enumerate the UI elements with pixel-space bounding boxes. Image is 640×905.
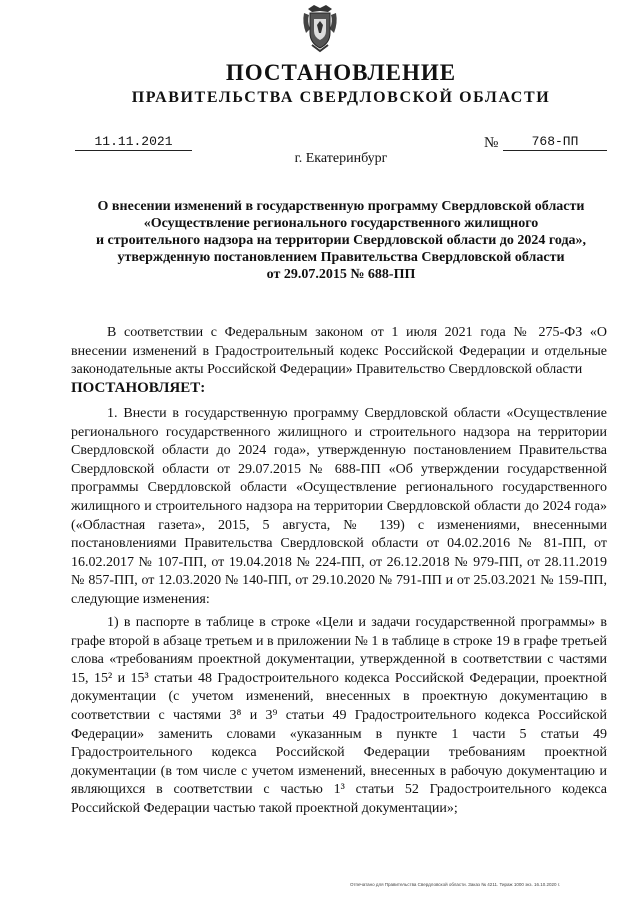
document-subtitle: ПРАВИТЕЛЬСТВА СВЕРДЛОВСКОЙ ОБЛАСТИ — [131, 89, 551, 106]
number-sign: № — [484, 135, 499, 151]
print-footer: Отпечатано для Правительства Свердловской области. Заказ № 4211. Тираж 1000 экз. 16.10.2020 г. — [350, 882, 561, 887]
heading-line: от 29.07.2015 № 688-ПП — [266, 267, 416, 282]
heading-line: О внесении изменений в государственную программу Свердловской области — [97, 199, 585, 214]
body-paragraph-2: 1. Внести в государственную программу Свердловской области «Осуществление регионального государственного жилищного и строительного надзора на территории Свердловской области до 2024 года», утвержденную постановлением Правительства Свердловской области от 29.07.2015 № 688-ПП «Об утверждении государственной программы Свердловской области «Осуществление регионального государственного жилищного и строительного надзора на территории Свердловской области до 2024 года» («Областная газета», 2015, 5 августа, № 139) с изменениями, внесенными постановлениями Правительства Свердловской области от 04.02.2016 № 81-ПП, от 16.02.2017 № 107-ПП, от 19.04.2018 № 224-ПП, от 26.12.2018 № 979-ПП, от 28.11.2019 № 857-ПП, от 12.03.2020 № 140-ПП, от 29.10.2020 № 791-ПП и от 25.03.2021 № 159-ПП, следующие изменения: — [71, 406, 607, 607]
coat-of-arms-icon — [300, 3, 340, 53]
document-heading — [65, 198, 617, 283]
body-paragraph-3: 1) в паспорте в таблице в строке «Цели и задачи государственной программы» в графе второй в абзаце третьем и в приложении № 1 в таблице в строке 19 в графе третьей слова «требованиям проектной документации, утвержденной в соответствии с частями 15, 15² и 15³ статьи 48 Градостроительного кодекса Российской Федерации, проектной документации (с учетом изменений, внесенных в проектную документацию в соответствии с частями 3⁸ и 3⁹ статьи 49 Градостроительного кодекса Российской Федерации» заменить словами «указанным в пункте 1 части 5 статьи 49 Градостроительного кодекса Российской Федерации требованиям проектной документации (в том числе с учетом изменений, внесенных в рабочую документацию и являющихся в соответствии с частью 1³ статьи 52 Градостроительного кодекса Российской Федерации частью такой проектной документации»; — [71, 615, 607, 816]
document-title: ПОСТАНОВЛЕНИЕ — [225, 60, 457, 85]
postanovlyaet-label: ПОСТАНОВЛЯЕТ: — [71, 380, 206, 396]
heading-line: и строительного надзора на территории Свердловской области до 2024 года», — [95, 233, 587, 248]
document-number: 768-ПП — [503, 134, 607, 151]
document-date: 11.11.2021 — [75, 134, 192, 151]
heading-line: «Осуществление регионального государственного жилищного — [143, 216, 539, 231]
body-paragraph-1: В соответствии с Федеральным законом от 1 июля 2021 года № 275-ФЗ «О внесении изменений в Градостроительный кодекс Российской Федерации и отдельные законодательные акты Российской Федерации» Правительство Свердловской области — [71, 325, 607, 378]
document-city: г. Екатеринбург — [294, 151, 388, 166]
heading-line: утвержденную постановлением Правительства Свердловской области — [117, 250, 565, 265]
